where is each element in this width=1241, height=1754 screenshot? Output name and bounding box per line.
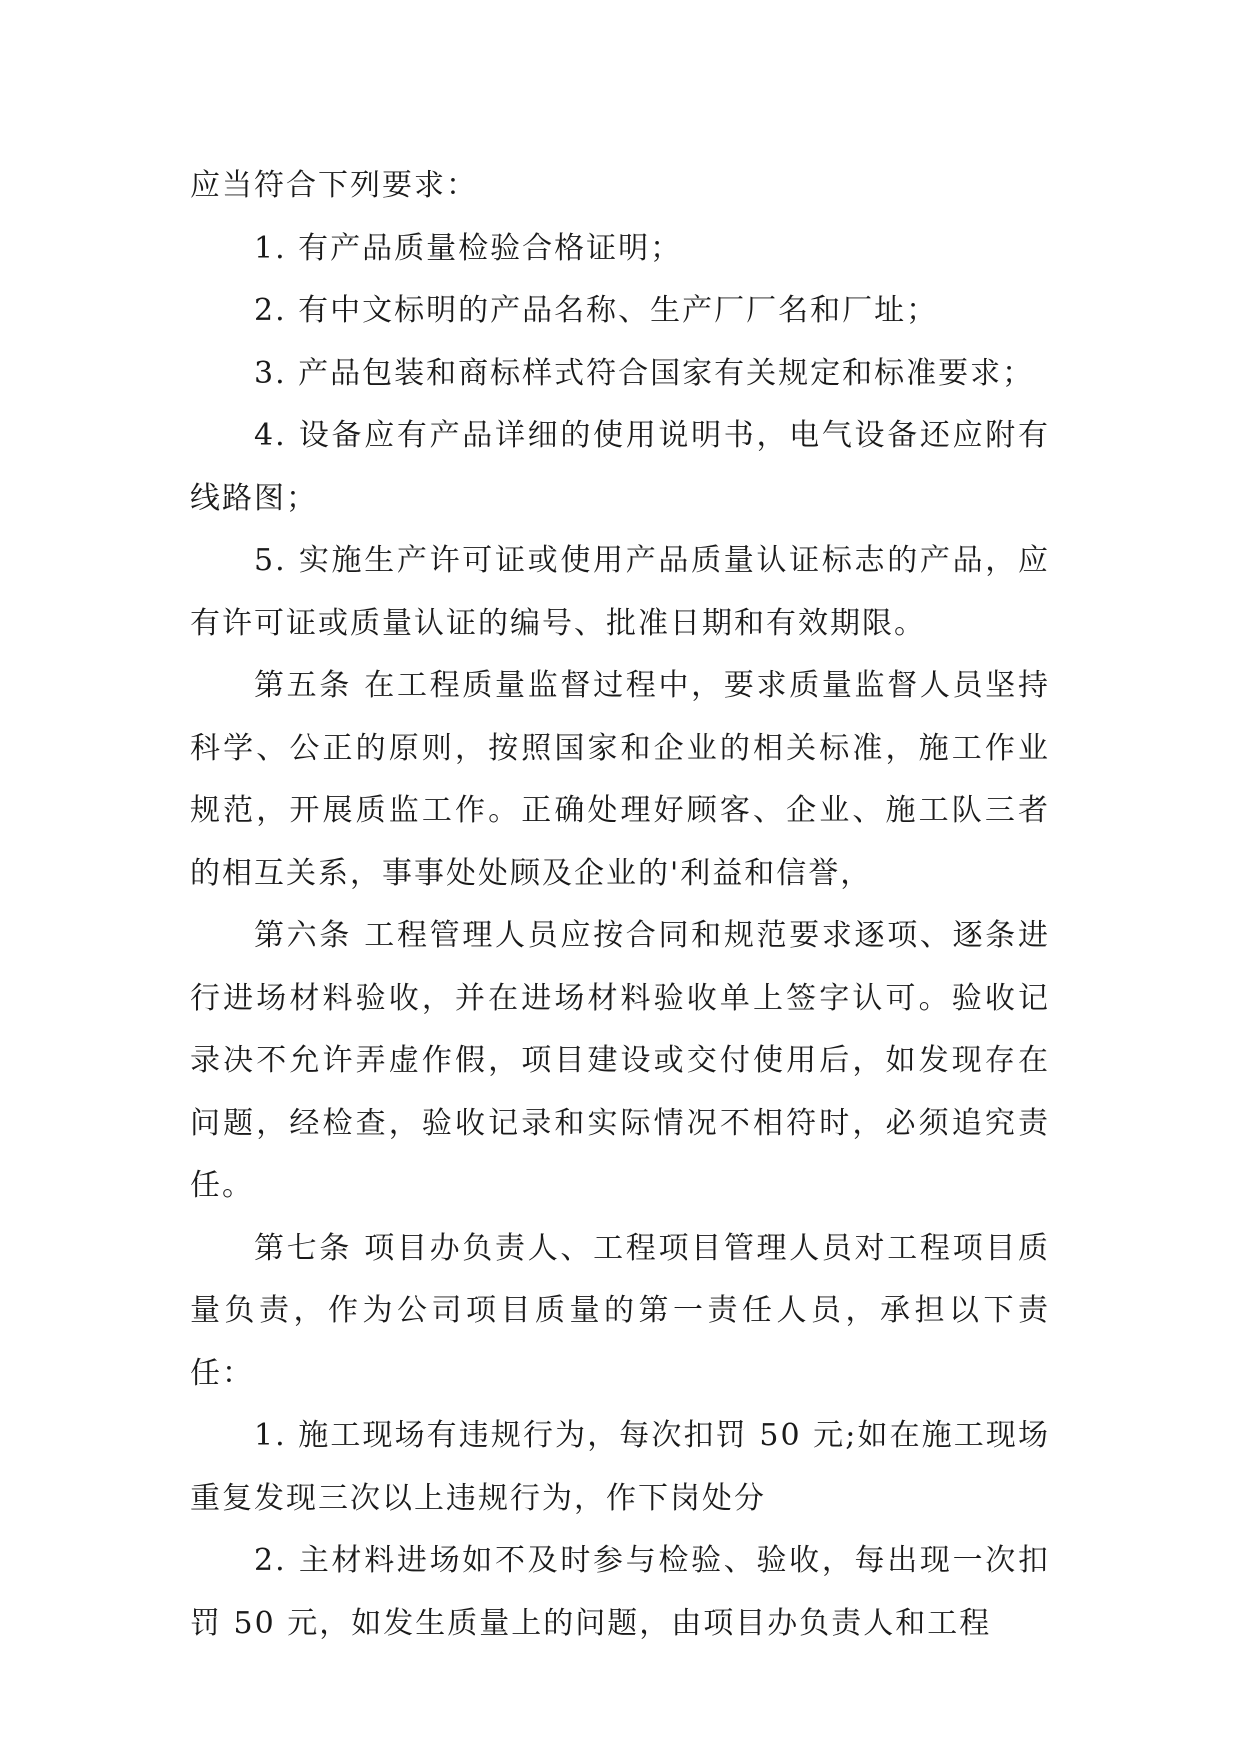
paragraph-item-2: 2. 有中文标明的产品名称、生产厂厂名和厂址；	[254, 293, 939, 328]
paragraph-penalty-2: 2. 主材料进场如不及时参与检验、验收，每出现一次扣罚 50 元，如发生质量上的问题，由项目办负责人和工程	[190, 1543, 1050, 1641]
document-body	[190, 155, 1050, 1655]
paragraph-item-3: 3. 产品包装和商标样式符合国家有关规定和标准要求；	[254, 355, 1035, 391]
paragraph-item-4: 4. 设备应有产品详细的使用说明书，电气设备还应附有线路图；	[190, 418, 1050, 516]
paragraph-article-6: 第六条 工程管理人员应按合同和规范要求逐项、逐条进行进场材料验收，并在进场材料验收单上签字认可。验收记录决不允许弄虚作假，项目建设或交付使用后，如发现存在问题，经检查，验收记录和实际情况不相符时，必须追究责任。	[190, 918, 1050, 1203]
paragraph-requirements-intro: 应当符合下列要求：	[190, 168, 478, 203]
paragraph-article-5: 第五条 在工程质量监督过程中，要求质量监督人员坚持科学、公正的原则，按照国家和企业的相关标准，施工作业规范，开展质监工作。正确处理好顾客、企业、施工队三者的相互关系，事事处处顾及企业的'利益和信誉，	[190, 668, 1050, 891]
paragraph-article-7: 第七条 项目办负责人、工程项目管理人员对工程项目质量负责，作为公司项目质量的第一责任人员，承担以下责任：	[190, 1230, 1050, 1391]
paragraph-penalty-1: 1. 施工现场有违规行为，每次扣罚 50 元;如在施工现场重复发现三次以上违规行为，作下岗处分	[190, 1418, 1050, 1516]
paragraph-item-1: 1. 有产品质量检验合格证明；	[254, 230, 683, 266]
paragraph-item-5: 5. 实施生产许可证或使用产品质量认证标志的产品，应有许可证或质量认证的编号、批准日期和有效期限。	[190, 543, 1050, 641]
